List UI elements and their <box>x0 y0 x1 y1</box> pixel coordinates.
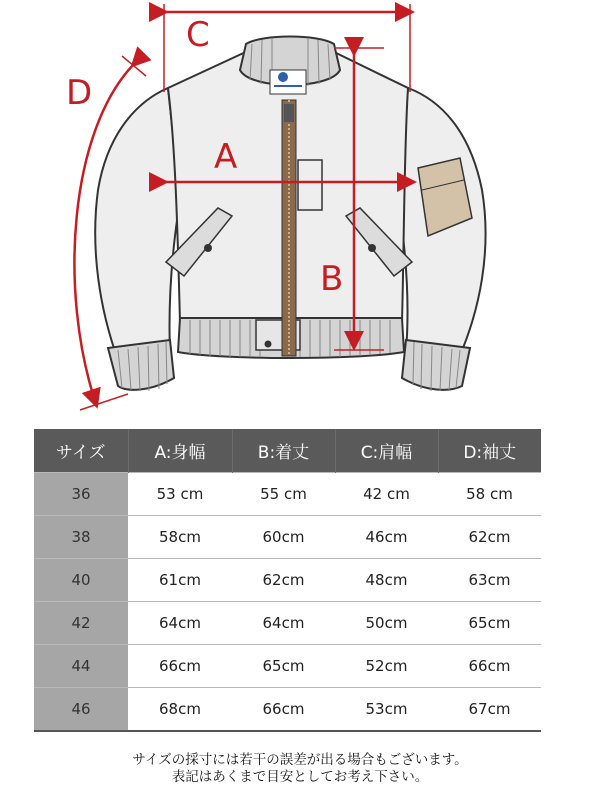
dim-label-c: C <box>186 15 210 55</box>
header-size: サイズ <box>34 429 128 473</box>
waist-snap <box>265 341 272 348</box>
cell-a: 68cm <box>128 688 232 732</box>
cell-c: 42 cm <box>335 473 438 516</box>
cell-b: 60cm <box>232 516 335 559</box>
dim-label-b: B <box>320 259 344 299</box>
cell-a: 64cm <box>128 602 232 645</box>
header-d-sleeve: D:袖丈 <box>438 429 541 473</box>
cell-d: 58 cm <box>438 473 541 516</box>
size-table <box>34 429 541 732</box>
cell-a: 58cm <box>128 516 232 559</box>
zipper-pull <box>284 104 294 122</box>
table-row <box>34 645 541 688</box>
cell-d: 66cm <box>438 645 541 688</box>
label-emblem <box>278 72 288 82</box>
header-a-body-width: A:身幅 <box>128 429 232 473</box>
cell-c: 52cm <box>335 645 438 688</box>
header-b-length: B:着丈 <box>232 429 335 473</box>
left-sleeve <box>95 88 180 360</box>
left-pocket-snap <box>204 244 212 252</box>
table-row <box>34 688 541 732</box>
header-c-shoulder: C:肩幅 <box>335 429 438 473</box>
cell-a: 61cm <box>128 559 232 602</box>
size-cell: 44 <box>34 645 128 688</box>
dim-label-d: D <box>66 73 93 113</box>
cell-a: 66cm <box>128 645 232 688</box>
cell-a: 53 cm <box>128 473 232 516</box>
measurement-note: サイズの採寸には若干の誤差が出る場合もございます。 <box>132 752 468 768</box>
cell-d: 63cm <box>438 559 541 602</box>
cell-d: 67cm <box>438 688 541 732</box>
left-cuff <box>108 340 174 390</box>
size-cell: 42 <box>34 602 128 645</box>
dim-label-a: A <box>214 137 238 177</box>
cell-b: 62cm <box>232 559 335 602</box>
cell-b: 66cm <box>232 688 335 732</box>
guideline-note: 表記はあくまで目安としてお考え下さい。 <box>171 769 429 785</box>
cell-c: 48cm <box>335 559 438 602</box>
size-cell: 38 <box>34 516 128 559</box>
table-header-row <box>34 429 541 473</box>
cell-d: 62cm <box>438 516 541 559</box>
cell-d: 65cm <box>438 602 541 645</box>
table-row <box>34 602 541 645</box>
cell-c: 50cm <box>335 602 438 645</box>
cell-c: 53cm <box>335 688 438 732</box>
right-pocket-snap <box>368 244 376 252</box>
table-row <box>34 559 541 602</box>
size-cell: 40 <box>34 559 128 602</box>
table-row <box>34 473 541 516</box>
collar-label <box>270 70 306 94</box>
cell-c: 46cm <box>335 516 438 559</box>
right-cuff <box>402 340 470 390</box>
cell-b: 65cm <box>232 645 335 688</box>
size-cell: 36 <box>34 473 128 516</box>
size-cell: 46 <box>34 688 128 732</box>
cell-b: 55 cm <box>232 473 335 516</box>
cell-b: 64cm <box>232 602 335 645</box>
table-row <box>34 516 541 559</box>
